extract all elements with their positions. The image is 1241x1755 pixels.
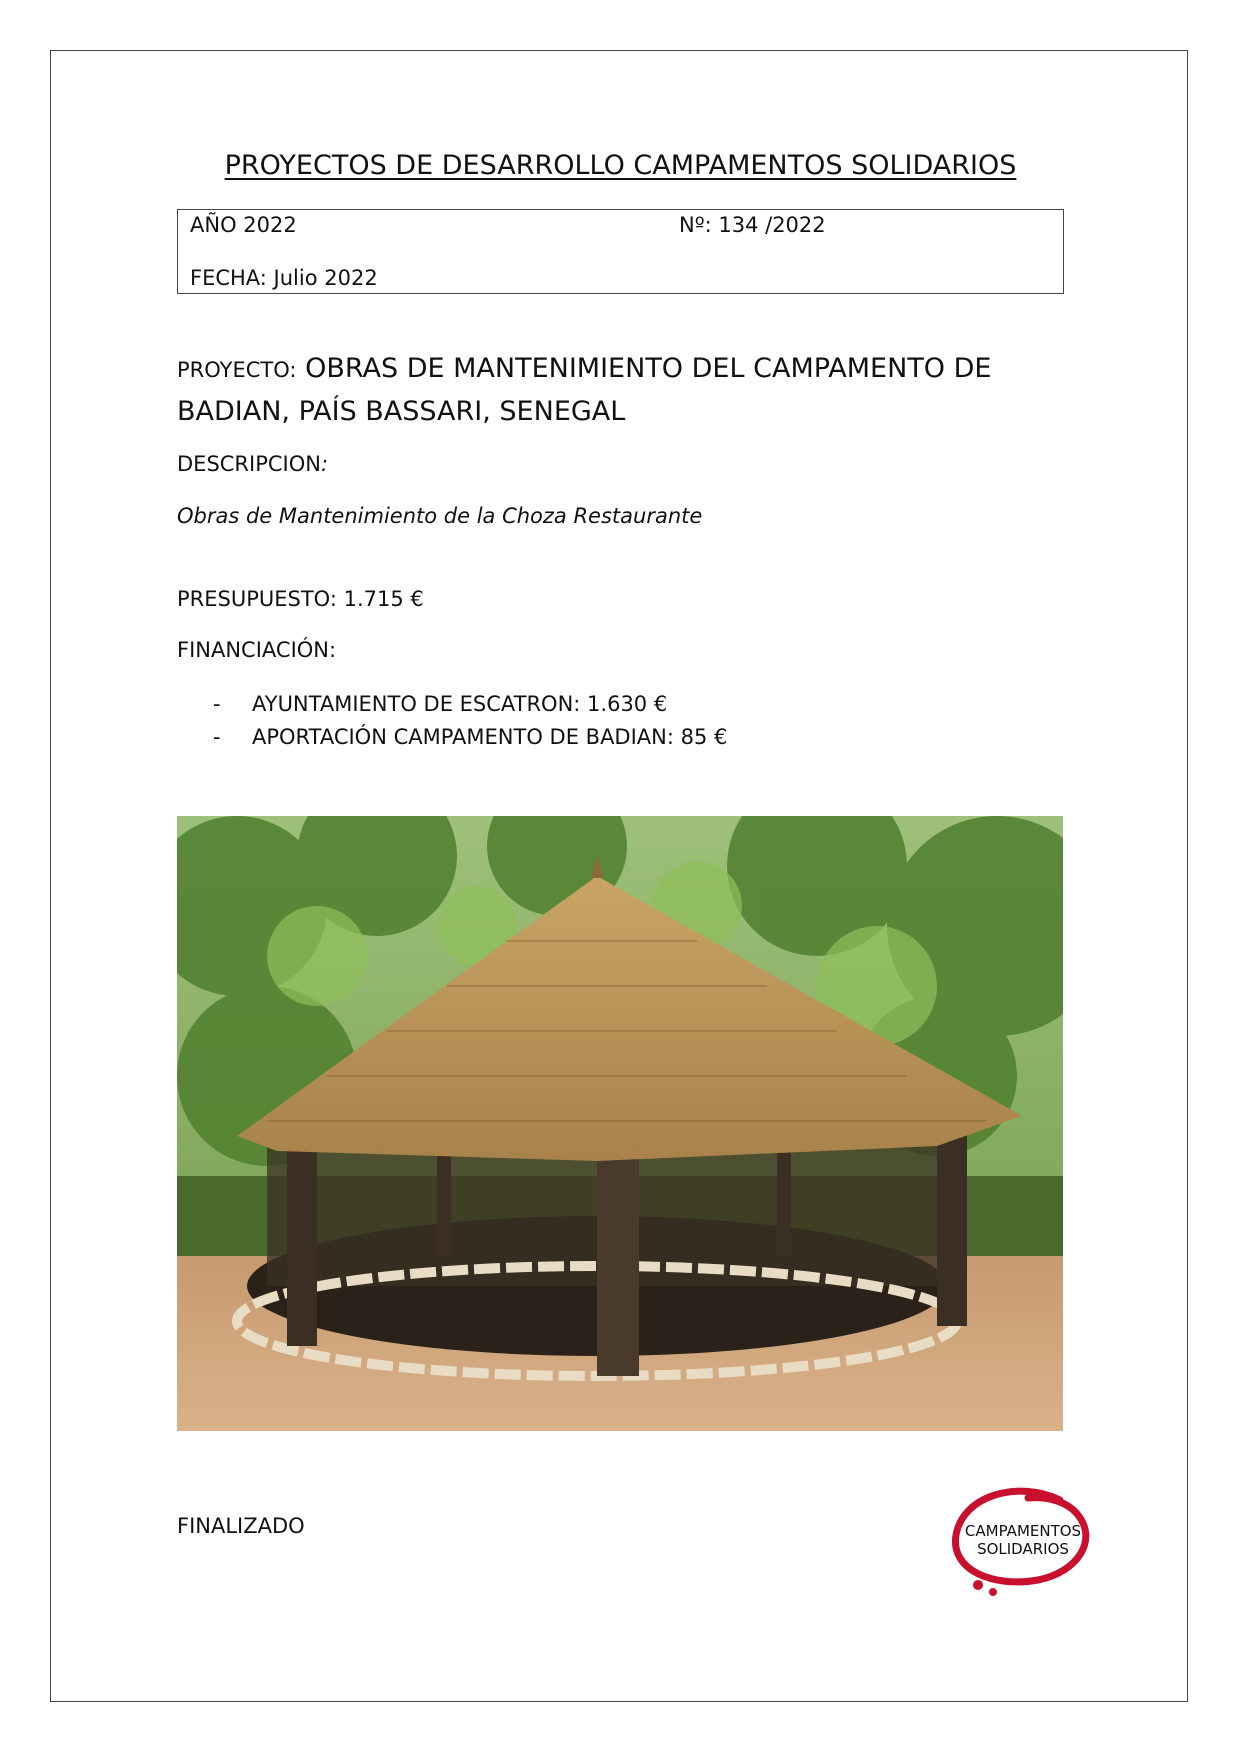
financing-list — [213, 688, 727, 754]
info-box — [177, 209, 1064, 294]
status-text: FINALIZADO — [177, 1514, 305, 1538]
project-heading — [177, 348, 1077, 433]
description-heading — [177, 452, 328, 476]
campamentos-solidarios-logo — [948, 1480, 1098, 1600]
project-label: PROYECTO: — [177, 358, 297, 382]
project-name-line2: BADIAN, PAÍS BASSARI, SENEGAL — [177, 396, 626, 427]
year-field: AÑO 2022 — [190, 213, 297, 237]
budget-line: PRESUPUESTO: 1.715 € — [177, 587, 424, 611]
number-field: Nº: 134 /2022 — [679, 213, 826, 237]
financing-label: FINANCIACIÓN: — [177, 638, 337, 662]
project-name-line1: OBRAS DE MANTENIMIENTO DEL CAMPAMENTO DE — [305, 353, 992, 384]
logo-line2: SOLIDARIOS — [977, 1540, 1069, 1558]
logo-line1: CAMPAMENTOS — [964, 1522, 1082, 1540]
hut-photo — [177, 816, 1063, 1431]
description-text: Obras de Mantenimiento de la Choza Restaurante — [177, 504, 703, 528]
financing-item-2: APORTACIÓN CAMPAMENTO DE BADIAN: 85 € — [252, 725, 728, 749]
financing-item-1: AYUNTAMIENTO DE ESCATRON: 1.630 € — [252, 692, 668, 716]
description-colon: : — [320, 452, 329, 476]
document-title: PROYECTOS DE DESARROLLO CAMPAMENTOS SOLIDARIOS — [224, 150, 1017, 181]
list-item: - APORTACIÓN CAMPAMENTO DE BADIAN: 85 € — [213, 721, 727, 754]
date-field: FECHA: Julio 2022 — [190, 266, 378, 290]
description-label: DESCRIPCION — [177, 452, 321, 476]
list-item: - AYUNTAMIENTO DE ESCATRON: 1.630 € — [213, 688, 727, 721]
